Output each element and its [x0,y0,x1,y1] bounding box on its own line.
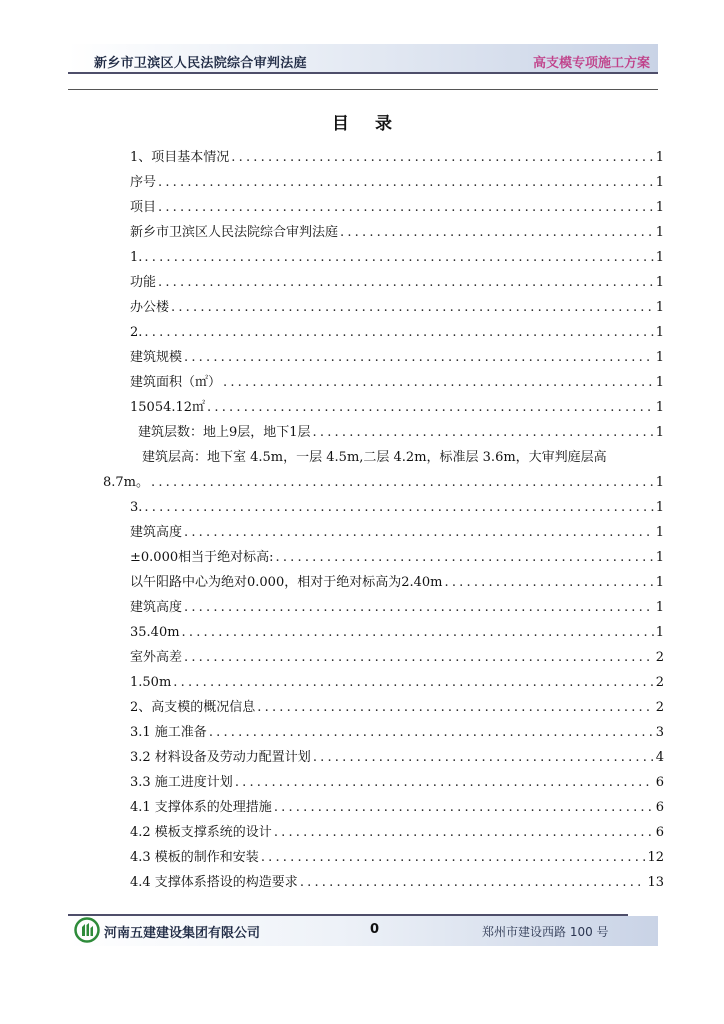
toc-entry-text: 功能 [130,275,157,290]
toc-entry[interactable] [130,672,664,694]
toc-leader [144,247,653,269]
toc-entry-page: 1 [655,425,664,440]
toc-entry-text: 序号 [130,175,157,190]
toc-entry-text: 项目 [130,200,157,215]
toc-entry-text: 4.1 支撑体系的处理措施 [130,800,272,815]
toc-entry-page: 1 [655,175,664,190]
toc-entry-text: 以午阳路中心为绝对0.000，相对于绝对标高为2.40m [130,575,443,590]
toc-entry[interactable] [130,622,664,644]
toc-leader [223,372,654,394]
toc-entry-page: 2 [655,675,664,690]
toc-entry[interactable] [130,797,664,819]
toc-entry[interactable] [130,722,664,744]
toc-entry[interactable] [138,422,664,444]
toc-entry[interactable] [130,247,664,269]
toc-entry[interactable] [130,822,664,844]
toc-entry[interactable] [130,372,664,394]
toc-leader [300,872,646,894]
toc-leader [158,272,654,294]
toc-entry-page: 1 [655,225,664,240]
document-title: 高支模专项施工方案 [532,56,650,71]
toc-entry-page: 1 [655,575,664,590]
toc-entry-text: 4.3 模板的制作和安装 [130,850,259,865]
footer-address: 郑州市建设西路 100 号 [482,925,609,939]
toc-leader [182,622,654,644]
toc-entry[interactable] [130,772,664,794]
toc-entry[interactable] [130,322,664,344]
toc-entry-text: 4.2 模板支撑系统的设计 [130,825,272,840]
toc-leader [257,697,653,719]
toc-entry-page: 1 [655,500,664,515]
toc-leader [276,547,654,569]
toc-entry-text: 室外高差 [130,650,183,665]
toc-entry-page: 12 [647,850,664,865]
page-number: 0 [370,922,380,937]
toc-entry-page: 1 [655,275,664,290]
toc-entry-text: 4.4 支撑体系搭设的构造要求 [130,875,298,890]
toc-entry-page: 2 [655,650,664,665]
toc-leader [340,222,654,244]
toc-leader [144,322,653,344]
toc-leader [231,147,653,169]
toc-title: 目 录 [332,114,402,134]
toc-entry-text: 新乡市卫滨区人民法院综合审判法庭 [130,225,339,240]
toc-entry-text: 建筑层数：地上9层，地下1层 [138,425,311,440]
toc-leader [261,847,646,869]
toc-entry[interactable] [130,172,664,194]
toc-leader [184,647,654,669]
toc-entry-page: 6 [655,775,664,790]
toc-entry[interactable] [130,647,664,669]
toc-leader [184,522,654,544]
toc-entry-page: 2 [655,700,664,715]
company-logo-icon [74,917,100,943]
toc-entry-text: 建筑规模 [130,350,183,365]
toc-entry-page: 1 [655,300,664,315]
toc-leader [151,472,654,494]
toc-entry[interactable] [130,272,664,294]
toc-leader [313,747,654,769]
toc-entry-text: 3.1 施工准备 [130,725,207,740]
toc-entry-text: 1. [130,250,143,265]
toc-entry[interactable] [130,297,664,319]
toc-entry-page: 1 [655,200,664,215]
toc-leader [274,797,654,819]
toc-entry-page: 1 [655,350,664,365]
toc-entry-text: 办公楼 [130,300,170,315]
toc-entry-text: 建筑高度 [130,600,183,615]
toc-entry-page: 1 [655,550,664,565]
toc-entry[interactable] [130,572,664,594]
toc-entry[interactable] [130,347,664,369]
toc-leader [235,772,654,794]
toc-entry-text: ±0.000相当于绝对标高: [130,550,274,565]
toc-leader [158,197,654,219]
toc-entry[interactable] [130,147,664,169]
toc-entry-page: 1 [655,250,664,265]
header-divider [68,72,658,74]
toc-entry-page: 13 [647,875,664,890]
toc-entry-page: 1 [655,325,664,340]
toc-leader [207,397,654,419]
toc-leader [173,672,653,694]
toc-entry[interactable] [130,222,664,244]
toc-entry-text: 15054.12㎡ [130,400,206,415]
toc-entry-page: 1 [655,150,664,165]
toc-leader [313,422,654,444]
toc-entry-text: 2、高支模的概况信息 [130,700,256,715]
toc-entry-page: 6 [655,800,664,815]
toc-leader [144,497,653,519]
toc-entry-page: 6 [655,825,664,840]
toc-entry[interactable] [130,597,664,619]
toc-leader [184,347,654,369]
toc-entry[interactable] [130,197,664,219]
toc-entry-text: 1.50m [130,675,172,690]
toc-entry-page: 3 [655,725,664,740]
toc-leader [171,297,654,319]
toc-entry-page: 1 [655,600,664,615]
toc-entry[interactable] [130,872,664,894]
toc-entry-text: 2. [130,325,143,340]
toc-entry-text: 3.3 施工进度计划 [130,775,233,790]
toc-entry-page: 4 [655,750,664,765]
toc-entry-text: 3. [130,500,143,515]
toc-entry-text: 1、项目基本情况 [130,150,230,165]
toc-leader [184,597,654,619]
toc-entry-text: 8.7m。 [103,475,150,490]
toc-entry-page: 1 [655,525,664,540]
toc-entry[interactable] [130,522,664,544]
toc-entry[interactable] [130,397,664,419]
header-rule [68,89,658,90]
toc-entry[interactable] [103,472,664,494]
toc-entry-page: 1 [655,400,664,415]
toc-entry-page: 1 [655,375,664,390]
toc-entry-text: 建筑高度 [130,525,183,540]
footer-divider [68,914,628,916]
toc-entry[interactable] [130,697,664,719]
toc-leader [274,822,654,844]
toc-entry[interactable] [130,847,664,869]
toc-entry[interactable] [130,497,664,519]
toc-entry[interactable] [130,747,664,769]
toc-entry-page: 1 [655,475,664,490]
toc-entry-page: 1 [655,625,664,640]
toc-entry-text: 建筑面积（㎡） [130,375,222,390]
toc-leader [158,172,654,194]
toc-entry-text: 3.2 材料设备及劳动力配置计划 [130,750,311,765]
project-title: 新乡市卫滨区人民法院综合审判法庭 [94,56,307,71]
toc-entry[interactable] [130,547,664,569]
toc-leader [445,572,654,594]
footer-company: 河南五建建设集团有限公司 [104,926,261,941]
toc-entry-text-line1[interactable]: 建筑层高：地下室 4.5m，一层 4.5m,二层 4.2m，标准层 3.6m，大审判庭层高 [142,450,607,465]
toc-entry-text: 35.40m [130,625,180,640]
toc-leader [209,722,654,744]
